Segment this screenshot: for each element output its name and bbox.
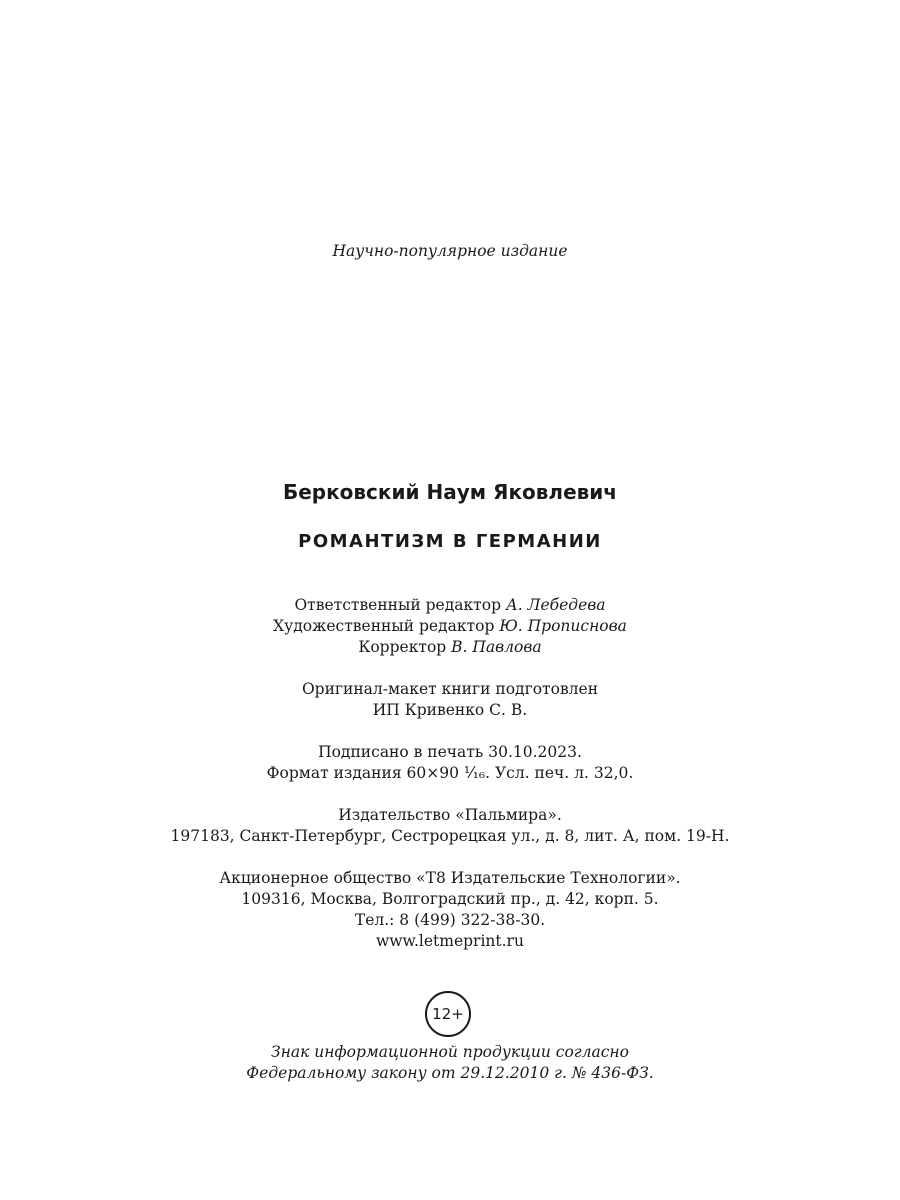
print-signed-date: Подписано в печать 30.10.2023.	[318, 743, 582, 761]
corrector-line	[0, 637, 900, 658]
publisher-address: 197183, Санкт-Петербург, Сестрорецкая ул., д. 8, лит. А, пом. 19-Н.	[170, 827, 730, 845]
art-editor-label: Художественный редактор	[273, 617, 495, 635]
printer-phone: Тел.: 8 (499) 322-38-30.	[354, 911, 546, 929]
printer-address: 109316, Москва, Волгоградский пр., д. 42, корп. 5.	[241, 890, 659, 908]
layout-credit-line-2: ИП Кривенко С. В.	[372, 701, 528, 719]
art-editor-name: Ю. Прописнова	[499, 617, 627, 635]
publisher-name: Издательство «Пальмира».	[338, 806, 562, 824]
layout-credit-line-1: Оригинал-макет книги подготовлен	[301, 680, 599, 698]
rating-note-line-2: Федеральному закону от 29.12.2010 г. № 436-ФЗ.	[246, 1064, 654, 1082]
genre-label: Научно-популярное издание	[332, 242, 568, 260]
author-name: Берковский Наум Яковлевич	[282, 480, 618, 504]
corrector-name: В. Павлова	[451, 638, 542, 656]
responsible-editor-line	[0, 595, 900, 616]
corrector-label: Корректор	[358, 638, 447, 656]
responsible-editor-label: Ответственный редактор	[294, 596, 502, 614]
age-rating-badge: 12+	[425, 991, 471, 1037]
printer-name: Акционерное общество «Т8 Издательские Технологии».	[219, 869, 681, 887]
responsible-editor-name: А. Лебедева	[505, 596, 606, 614]
print-format: Формат издания 60×90 ¹⁄₁₆. Усл. печ. л. 32,0.	[266, 764, 634, 782]
book-title: РОМАНТИЗМ В ГЕРМАНИИ	[298, 531, 602, 552]
printer-website: www.letmeprint.ru	[376, 932, 524, 950]
rating-note-line-1: Знак информационной продукции согласно	[271, 1043, 629, 1061]
art-editor-line	[0, 616, 900, 637]
